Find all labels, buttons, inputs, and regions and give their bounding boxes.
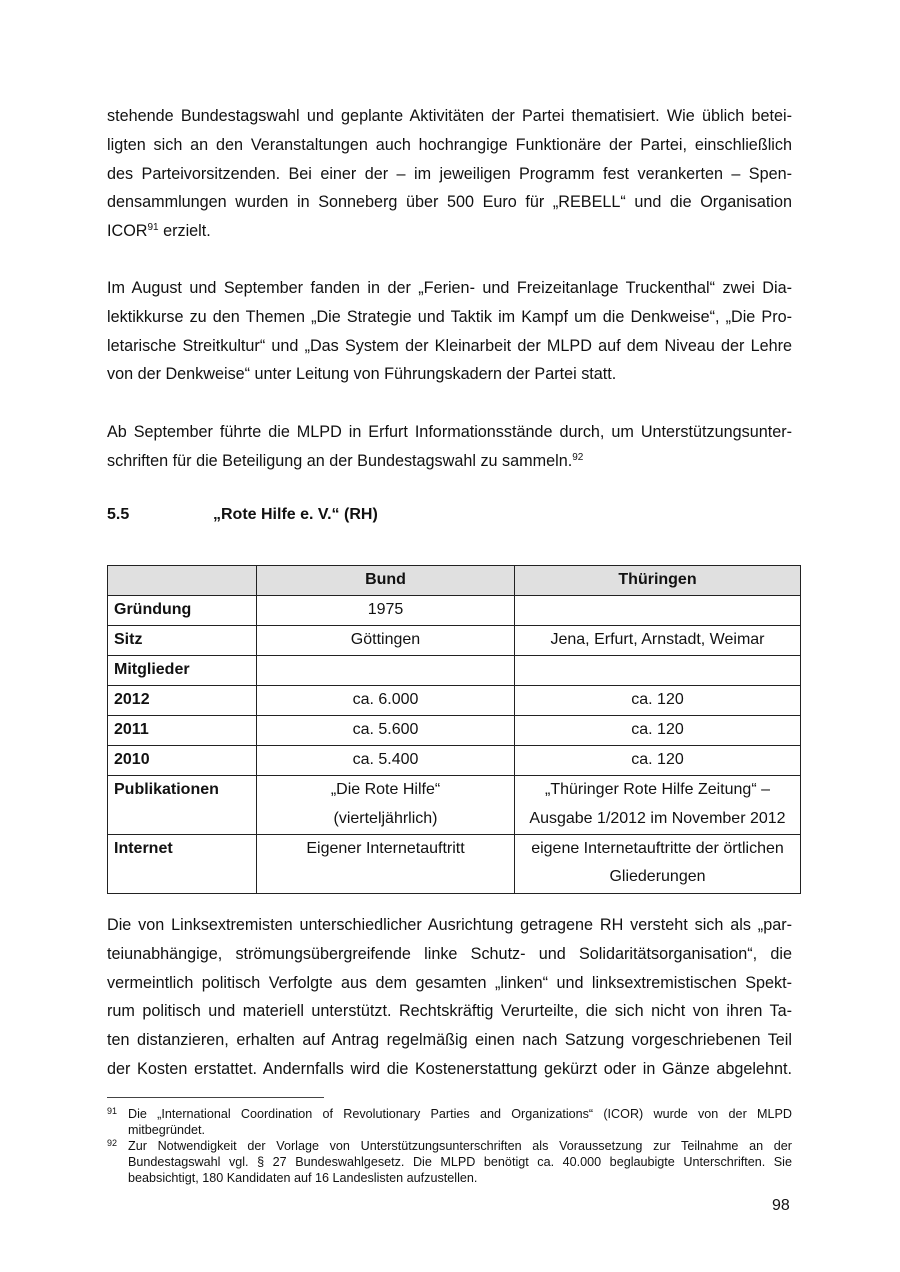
text-line: des Parteivorsitzenden. Bei einer der – im jeweiligen Programm fest verankerten – Spen- [107, 164, 792, 183]
bund-cell [257, 656, 515, 686]
paragraph-informationsstaende [107, 418, 792, 476]
text-line: Ab September führte die MLPD in Erfurt Informationsstände durch, um Unterstützungsunter- [107, 423, 792, 441]
text-line: von der Denkweise“ unter Leitung von Führungskadern der Partei statt. [107, 365, 617, 384]
cell-line: „Thüringer Rote Hilfe Zeitung“ – [545, 781, 770, 798]
text-line: ligten sich an den Veranstaltungen auch hochrangige Funktionäre der Partei, einschließlich [107, 135, 792, 154]
footnote-line: Bundestagswahl vgl. § 27 Bundeswahlgesetz. Die MLPD benötigt ca. 40.000 beglaubigte Unterschriften. Sie [128, 1155, 792, 1169]
text-line: Die von Linksextremisten unterschiedlicher Ausrichtung getragene RH versteht sich als „par- [107, 916, 792, 934]
footnote-line: beabsichtigt, 180 Kandidaten auf 16 Landeslisten aufzustellen. [128, 1171, 478, 1185]
cell-line: (vierteljährlich) [333, 809, 438, 827]
footnote-line: mitbegründet. [128, 1123, 206, 1137]
footnote-body [128, 1106, 792, 1138]
paragraph-icor [107, 102, 792, 246]
rote-hilfe-table [107, 565, 801, 894]
footnote-ref-91[interactable]: 91 [147, 222, 159, 234]
section-number: 5.5 [107, 506, 130, 523]
text-line: letarische Streitkultur“ und „Das System der Kleinarbeit der MLPD auf dem Niveau der Lehre [107, 336, 792, 355]
text-line: der Kosten erstattet. Andernfalls wird die Kostenerstattung gekürzt oder in Gänze abgelehnt. [107, 1059, 792, 1078]
footnote-92 [107, 1138, 792, 1186]
thueringen-cell: ca. 120 [515, 746, 801, 776]
text-line [107, 447, 792, 476]
footnote-line: Zur Notwendigkeit der Vorlage von Unterstützungsunterschriften als Voraussetzung zur Teilnahme an der [128, 1139, 792, 1153]
table-row [108, 716, 801, 746]
cell-line: Ausgabe 1/2012 im November 2012 [529, 809, 786, 827]
cell-line: Gliederungen [609, 868, 706, 886]
thueringen-cell [515, 596, 801, 626]
row-label: Publikationen [108, 776, 257, 835]
bund-cell: Eigener Internetauftritt [257, 834, 515, 893]
thueringen-cell: Jena, Erfurt, Arnstadt, Weimar [515, 626, 801, 656]
text-line: ten distanzieren, erhalten auf Antrag regelmäßig einen nach Satzung vorgeschriebenen Teil [107, 1031, 792, 1050]
bund-cell: ca. 5.400 [257, 746, 515, 776]
bund-cell [257, 776, 515, 835]
bund-cell: 1975 [257, 596, 515, 626]
footnote-91 [107, 1106, 792, 1138]
thueringen-cell [515, 656, 801, 686]
table-row [108, 656, 801, 686]
table-row [108, 746, 801, 776]
paragraph-rote-hilfe [107, 911, 792, 1084]
footnote-separator [107, 1097, 324, 1098]
thueringen-cell: ca. 120 [515, 686, 801, 716]
table-row [108, 596, 801, 626]
text-fragment: erzielt. [158, 222, 211, 241]
section-heading [107, 506, 378, 524]
text-fragment: ICOR [107, 222, 148, 241]
table-header-cell: Bund [257, 566, 515, 596]
bund-cell: ca. 6.000 [257, 686, 515, 716]
thueringen-cell: ca. 120 [515, 716, 801, 746]
section-title: „Rote Hilfe e. V.“ (RH) [213, 506, 378, 523]
thueringen-cell [515, 834, 801, 893]
text-line [107, 217, 792, 246]
page-number: 98 [772, 1197, 790, 1214]
footnote-line: Die „International Coordination of Revolutionary Parties and Organizations“ (ICOR) wurde von der MLPD [128, 1107, 792, 1121]
bund-cell: ca. 5.600 [257, 716, 515, 746]
table-row [108, 626, 801, 656]
row-label: Internet [108, 834, 257, 893]
footnote-ref-92[interactable]: 92 [572, 451, 584, 463]
footnote-mark: 92 [107, 1138, 118, 1148]
cell-line: eigene Internetauftritte der örtlichen [531, 839, 784, 857]
row-label: Mitglieder [108, 656, 257, 686]
table-header-row [108, 566, 801, 596]
paragraph-dialektikkurse [107, 274, 792, 389]
table-header-cell: Thüringen [515, 566, 801, 596]
footnote-body [128, 1138, 792, 1186]
row-label: 2010 [108, 746, 257, 776]
bund-cell: Göttingen [257, 626, 515, 656]
footnote-mark: 91 [107, 1106, 118, 1116]
row-label: 2011 [108, 716, 257, 746]
text-line: teiunabhängige, strömungsübergreifende linke Schutz- und Solidaritätsorganisation“, die [107, 944, 792, 963]
thueringen-cell [515, 776, 801, 835]
text-line: vermeintlich politisch Verfolgte aus dem gesamten „linken“ und linksextremistischen Spekt- [107, 973, 792, 992]
text-line: lektikkurse zu den Themen „Die Strategie und Taktik im Kampf um die Denkweise“, „Die Pro- [107, 307, 792, 326]
table-row [108, 686, 801, 716]
text-fragment: schriften für die Beteiligung an der Bundestagswahl zu sammeln. [107, 451, 573, 470]
row-label: 2012 [108, 686, 257, 716]
text-line: rum politisch und materiell unterstützt. Rechtskräftig Verurteilte, die sich nicht von ihren Ta- [107, 1002, 792, 1021]
cell-line: „Die Rote Hilfe“ [330, 781, 441, 798]
text-line: densammlungen wurden in Sonneberg über 500 Euro für „REBELL“ und die Organisation [107, 193, 792, 212]
table-row [108, 834, 801, 893]
table-header-cell [108, 566, 257, 596]
row-label: Sitz [108, 626, 257, 656]
text-line: stehende Bundestagswahl und geplante Aktivitäten der Partei thematisiert. Wie üblich betei- [107, 107, 792, 125]
row-label: Gründung [108, 596, 257, 626]
text-line: Im August und September fanden in der „Ferien- und Freizeitanlage Truckenthal“ zwei Dia- [107, 279, 792, 297]
table-row [108, 776, 801, 835]
